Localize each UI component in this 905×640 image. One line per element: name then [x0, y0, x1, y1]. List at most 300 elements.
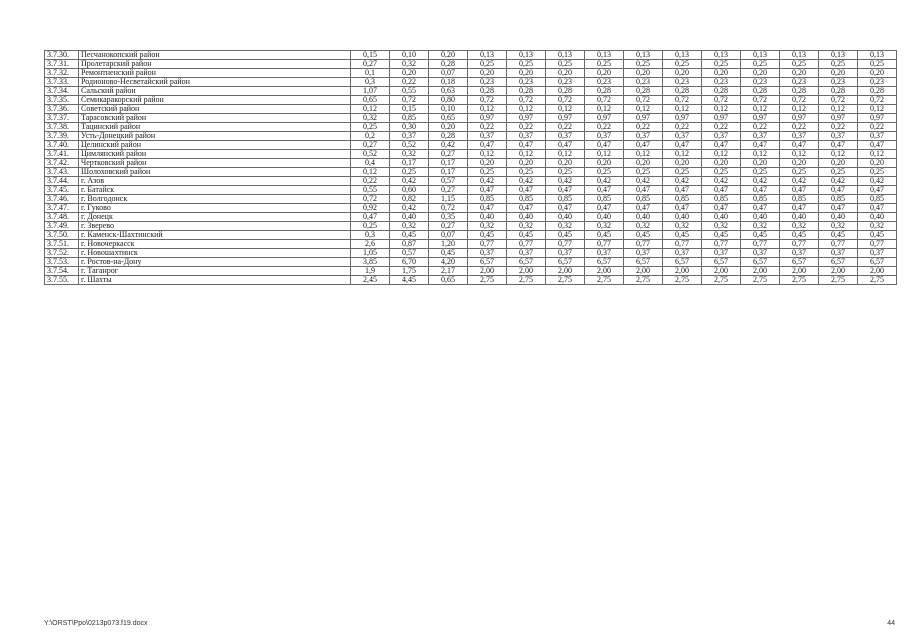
- row-value-cell: 0,77: [546, 240, 585, 249]
- row-value-cell: 0,20: [468, 159, 507, 168]
- row-value-cell: 0,85: [663, 195, 702, 204]
- row-value-cell: 0,47: [780, 204, 819, 213]
- row-value-cell: 0,55: [351, 186, 390, 195]
- footer-file-path: Y:\ORST\Ppo\0213p073.f19.docx: [44, 620, 148, 627]
- row-value-cell: 0,1: [351, 69, 390, 78]
- row-value-cell: 0,25: [858, 168, 897, 177]
- row-value-cell: 0,97: [663, 114, 702, 123]
- row-value-cell: 0,28: [546, 87, 585, 96]
- row-value-cell: 0,47: [546, 204, 585, 213]
- row-value-cell: 0,20: [663, 69, 702, 78]
- row-value-cell: 0,47: [624, 204, 663, 213]
- row-value-cell: 0,47: [507, 204, 546, 213]
- row-value-cell: 0,12: [624, 105, 663, 114]
- row-value-cell: 0,42: [468, 177, 507, 186]
- row-code: 3.7.38.: [45, 123, 79, 132]
- row-value-cell: 0,22: [351, 177, 390, 186]
- row-value-cell: 2,75: [468, 276, 507, 285]
- row-value-cell: 0,85: [780, 195, 819, 204]
- row-value-cell: 0,23: [858, 78, 897, 87]
- table-row: [45, 204, 897, 213]
- row-code: 3.7.48.: [45, 213, 79, 222]
- row-name: Пролетарский район: [79, 60, 351, 69]
- table-row: [45, 159, 897, 168]
- row-name: г. Новочеркасск: [79, 240, 351, 249]
- table-row: [45, 141, 897, 150]
- row-value-cell: 0,72: [507, 96, 546, 105]
- row-value-cell: 0,20: [663, 159, 702, 168]
- row-value-cell: 0,40: [468, 213, 507, 222]
- row-value-cell: 0,22: [624, 123, 663, 132]
- row-value-cell: 0,37: [819, 132, 858, 141]
- row-value-cell: 0,72: [546, 96, 585, 105]
- row-name: г. Азов: [79, 177, 351, 186]
- row-value-cell: 0,32: [507, 222, 546, 231]
- row-value-cell: 0,12: [624, 150, 663, 159]
- row-value-cell: 0,45: [546, 231, 585, 240]
- row-value-cell: 0,07: [429, 231, 468, 240]
- row-value-cell: 0,12: [819, 105, 858, 114]
- row-value-cell: 0,37: [741, 132, 780, 141]
- row-value-cell: 0,42: [741, 177, 780, 186]
- row-value-cell: 0,77: [702, 240, 741, 249]
- row-value-cell: 0,20: [429, 51, 468, 60]
- row-value-cell: 0,40: [624, 213, 663, 222]
- row-value-cell: 0,37: [741, 249, 780, 258]
- row-name: Тацинский район: [79, 123, 351, 132]
- row-value-cell: 0,40: [741, 213, 780, 222]
- table-row: [45, 276, 897, 285]
- row-value-cell: 0,23: [702, 78, 741, 87]
- row-value-cell: 0,28: [468, 87, 507, 96]
- row-value-cell: 6,57: [468, 258, 507, 267]
- table-row: [45, 177, 897, 186]
- row-name: г. Ростов-на-Дону: [79, 258, 351, 267]
- row-value-cell: 2,00: [663, 267, 702, 276]
- row-value-cell: 0,72: [585, 96, 624, 105]
- row-value-cell: 0,85: [624, 195, 663, 204]
- row-name: Целинский район: [79, 141, 351, 150]
- row-value-cell: 0,4: [351, 159, 390, 168]
- row-value-cell: 0,47: [819, 186, 858, 195]
- row-value-cell: 0,25: [741, 60, 780, 69]
- row-value-cell: 0,25: [546, 168, 585, 177]
- row-name: Цимлянский район: [79, 150, 351, 159]
- row-value-cell: 0,47: [585, 141, 624, 150]
- row-value-cell: 0,80: [429, 96, 468, 105]
- row-value-cell: 0,28: [663, 87, 702, 96]
- row-code: 3.7.33.: [45, 78, 79, 87]
- row-value-cell: 0,20: [507, 69, 546, 78]
- row-code: 3.7.40.: [45, 141, 79, 150]
- row-value-cell: 6,57: [507, 258, 546, 267]
- row-code: 3.7.35.: [45, 96, 79, 105]
- row-value-cell: 0,23: [468, 78, 507, 87]
- row-name: г. Донецк: [79, 213, 351, 222]
- row-value-cell: 0,72: [819, 96, 858, 105]
- row-value-cell: 6,57: [663, 258, 702, 267]
- row-value-cell: 0,85: [702, 195, 741, 204]
- row-value-cell: 0,47: [468, 186, 507, 195]
- row-value-cell: 0,72: [858, 96, 897, 105]
- row-value-cell: 0,12: [702, 150, 741, 159]
- row-value-cell: 0,72: [663, 96, 702, 105]
- row-code: 3.7.44.: [45, 177, 79, 186]
- row-value-cell: 0,18: [429, 78, 468, 87]
- row-value-cell: 2,6: [351, 240, 390, 249]
- row-code: 3.7.51.: [45, 240, 79, 249]
- row-value-cell: 1,15: [429, 195, 468, 204]
- row-value-cell: 0,82: [390, 195, 429, 204]
- row-value-cell: 0,32: [663, 222, 702, 231]
- row-value-cell: 0,47: [858, 204, 897, 213]
- row-value-cell: 3,85: [351, 258, 390, 267]
- table-row: [45, 78, 897, 87]
- row-value-cell: 0,20: [546, 69, 585, 78]
- row-value-cell: 0,12: [546, 105, 585, 114]
- table-row: [45, 87, 897, 96]
- row-value-cell: 0,20: [780, 159, 819, 168]
- row-value-cell: 0,47: [741, 204, 780, 213]
- row-value-cell: 0,20: [858, 159, 897, 168]
- row-value-cell: 0,65: [351, 96, 390, 105]
- row-value-cell: 0,13: [858, 51, 897, 60]
- row-value-cell: 0,37: [624, 132, 663, 141]
- row-code: 3.7.46.: [45, 195, 79, 204]
- row-code: 3.7.36.: [45, 105, 79, 114]
- row-value-cell: 2,75: [663, 276, 702, 285]
- row-value-cell: 0,97: [819, 114, 858, 123]
- row-value-cell: 0,42: [819, 177, 858, 186]
- row-value-cell: 0,25: [663, 60, 702, 69]
- row-value-cell: 0,85: [858, 195, 897, 204]
- row-value-cell: 0,13: [702, 51, 741, 60]
- row-value-cell: 0,15: [390, 105, 429, 114]
- row-value-cell: 0,37: [507, 249, 546, 258]
- row-value-cell: 0,42: [507, 177, 546, 186]
- row-value-cell: 0,25: [702, 168, 741, 177]
- row-value-cell: 0,72: [351, 195, 390, 204]
- row-value-cell: 0,77: [663, 240, 702, 249]
- row-value-cell: 0,97: [585, 114, 624, 123]
- row-value-cell: 0,35: [429, 213, 468, 222]
- row-value-cell: 0,40: [507, 213, 546, 222]
- row-value-cell: 0,32: [468, 222, 507, 231]
- row-value-cell: 0,25: [546, 60, 585, 69]
- row-value-cell: 0,28: [741, 87, 780, 96]
- row-code: 3.7.42.: [45, 159, 79, 168]
- row-value-cell: 0,77: [819, 240, 858, 249]
- row-value-cell: 0,72: [468, 96, 507, 105]
- row-value-cell: 0,20: [624, 159, 663, 168]
- row-value-cell: 0,42: [780, 177, 819, 186]
- row-value-cell: 0,42: [546, 177, 585, 186]
- row-value-cell: 0,25: [780, 168, 819, 177]
- row-value-cell: 0,40: [546, 213, 585, 222]
- row-name: г. Батайск: [79, 186, 351, 195]
- row-value-cell: 2,00: [741, 267, 780, 276]
- row-value-cell: 0,47: [819, 141, 858, 150]
- row-code: 3.7.45.: [45, 186, 79, 195]
- row-value-cell: 0,13: [507, 51, 546, 60]
- row-value-cell: 0,3: [351, 231, 390, 240]
- row-value-cell: 2,75: [507, 276, 546, 285]
- row-value-cell: 0,12: [585, 105, 624, 114]
- row-value-cell: 0,40: [780, 213, 819, 222]
- row-value-cell: 0,25: [741, 168, 780, 177]
- row-value-cell: 0,37: [507, 132, 546, 141]
- row-value-cell: 2,75: [858, 276, 897, 285]
- row-value-cell: 0,13: [741, 51, 780, 60]
- row-value-cell: 0,32: [858, 222, 897, 231]
- row-value-cell: 0,40: [663, 213, 702, 222]
- row-value-cell: 0,20: [624, 69, 663, 78]
- row-value-cell: 0,37: [585, 249, 624, 258]
- row-value-cell: 0,57: [390, 249, 429, 258]
- row-name: г. Новошахтинск: [79, 249, 351, 258]
- row-value-cell: 0,23: [624, 78, 663, 87]
- row-value-cell: 0,13: [546, 51, 585, 60]
- row-value-cell: 0,20: [819, 159, 858, 168]
- table-row: [45, 150, 897, 159]
- row-value-cell: 0,65: [429, 114, 468, 123]
- row-value-cell: 0,22: [780, 123, 819, 132]
- row-name: Усть-Донецкий район: [79, 132, 351, 141]
- row-value-cell: 2,00: [507, 267, 546, 276]
- row-value-cell: 0,28: [702, 87, 741, 96]
- row-value-cell: 0,17: [429, 159, 468, 168]
- row-name: Тарасовский район: [79, 114, 351, 123]
- row-value-cell: 0,45: [858, 231, 897, 240]
- row-value-cell: 0,47: [858, 186, 897, 195]
- row-value-cell: 1,05: [351, 249, 390, 258]
- row-value-cell: 0,42: [702, 177, 741, 186]
- table-row: [45, 96, 897, 105]
- row-value-cell: 0,37: [468, 249, 507, 258]
- row-value-cell: 0,15: [351, 51, 390, 60]
- row-value-cell: 0,12: [507, 105, 546, 114]
- row-value-cell: 0,25: [468, 60, 507, 69]
- row-value-cell: 0,37: [780, 249, 819, 258]
- row-value-cell: 0,72: [780, 96, 819, 105]
- row-code: 3.7.47.: [45, 204, 79, 213]
- table-row: [45, 213, 897, 222]
- table-row: [45, 60, 897, 69]
- row-value-cell: 0,23: [507, 78, 546, 87]
- row-value-cell: 0,12: [663, 150, 702, 159]
- row-value-cell: 2,75: [819, 276, 858, 285]
- row-value-cell: 0,32: [624, 222, 663, 231]
- row-value-cell: 4,45: [390, 276, 429, 285]
- row-value-cell: 0,77: [468, 240, 507, 249]
- row-value-cell: 0,85: [741, 195, 780, 204]
- row-value-cell: 0,30: [390, 123, 429, 132]
- row-value-cell: 0,47: [585, 204, 624, 213]
- row-value-cell: 0,13: [585, 51, 624, 60]
- table-row: [45, 114, 897, 123]
- table-body: [45, 51, 897, 285]
- row-value-cell: 0,12: [351, 105, 390, 114]
- page-number: 44: [887, 620, 895, 627]
- row-value-cell: 0,25: [351, 123, 390, 132]
- row-value-cell: 0,12: [858, 150, 897, 159]
- row-value-cell: 0,25: [702, 60, 741, 69]
- row-value-cell: 2,75: [546, 276, 585, 285]
- row-value-cell: 0,22: [390, 78, 429, 87]
- row-value-cell: 1,75: [390, 267, 429, 276]
- row-value-cell: 0,45: [741, 231, 780, 240]
- row-value-cell: 0,22: [819, 123, 858, 132]
- row-value-cell: 6,57: [546, 258, 585, 267]
- row-value-cell: 0,37: [780, 132, 819, 141]
- row-value-cell: 0,37: [858, 132, 897, 141]
- row-value-cell: 0,32: [585, 222, 624, 231]
- row-value-cell: 1,9: [351, 267, 390, 276]
- row-value-cell: 0,25: [585, 60, 624, 69]
- row-value-cell: 2,00: [702, 267, 741, 276]
- row-value-cell: 0,72: [741, 96, 780, 105]
- row-value-cell: 0,32: [390, 150, 429, 159]
- row-value-cell: 0,87: [390, 240, 429, 249]
- row-value-cell: 0,45: [624, 231, 663, 240]
- row-value-cell: 6,70: [390, 258, 429, 267]
- table-row: [45, 195, 897, 204]
- row-value-cell: 0,25: [819, 60, 858, 69]
- row-value-cell: 6,57: [624, 258, 663, 267]
- row-value-cell: 0,32: [390, 222, 429, 231]
- row-value-cell: 0,60: [390, 186, 429, 195]
- row-value-cell: 0,37: [858, 249, 897, 258]
- row-value-cell: 0,77: [624, 240, 663, 249]
- row-value-cell: 0,28: [624, 87, 663, 96]
- row-value-cell: 0,45: [780, 231, 819, 240]
- row-value-cell: 0,27: [429, 150, 468, 159]
- row-code: 3.7.41.: [45, 150, 79, 159]
- row-value-cell: 0,40: [858, 213, 897, 222]
- row-value-cell: 2,00: [780, 267, 819, 276]
- row-name: Ремонтненский район: [79, 69, 351, 78]
- row-value-cell: 0,12: [858, 105, 897, 114]
- row-value-cell: 0,28: [858, 87, 897, 96]
- row-value-cell: 0,23: [819, 78, 858, 87]
- row-value-cell: 2,00: [819, 267, 858, 276]
- row-value-cell: 0,37: [663, 249, 702, 258]
- row-value-cell: 0,13: [819, 51, 858, 60]
- table-row: [45, 222, 897, 231]
- row-value-cell: 2,00: [546, 267, 585, 276]
- row-value-cell: 0,27: [429, 222, 468, 231]
- row-code: 3.7.49.: [45, 222, 79, 231]
- row-value-cell: 0,85: [468, 195, 507, 204]
- row-value-cell: 0,37: [663, 132, 702, 141]
- row-value-cell: 0,13: [624, 51, 663, 60]
- row-value-cell: 2,00: [624, 267, 663, 276]
- row-value-cell: 0,13: [780, 51, 819, 60]
- table-row: [45, 168, 897, 177]
- row-value-cell: 0,47: [468, 204, 507, 213]
- row-value-cell: 0,37: [390, 132, 429, 141]
- table-row: [45, 69, 897, 78]
- row-value-cell: 0,20: [429, 123, 468, 132]
- row-value-cell: 0,3: [351, 78, 390, 87]
- row-value-cell: 0,97: [624, 114, 663, 123]
- row-code: 3.7.32.: [45, 69, 79, 78]
- row-value-cell: 0,20: [546, 159, 585, 168]
- row-value-cell: 2,45: [351, 276, 390, 285]
- table-row: [45, 240, 897, 249]
- row-value-cell: 0,25: [390, 168, 429, 177]
- row-value-cell: 0,45: [507, 231, 546, 240]
- row-value-cell: 0,77: [585, 240, 624, 249]
- row-name: г. Шахты: [79, 276, 351, 285]
- row-value-cell: 0,12: [546, 150, 585, 159]
- row-value-cell: 0,22: [585, 123, 624, 132]
- row-value-cell: 0,22: [546, 123, 585, 132]
- row-value-cell: 0,37: [819, 249, 858, 258]
- row-name: Сальский район: [79, 87, 351, 96]
- row-value-cell: 0,20: [819, 69, 858, 78]
- row-value-cell: 0,27: [429, 186, 468, 195]
- row-name: г. Таганрог: [79, 267, 351, 276]
- row-value-cell: 0,10: [429, 105, 468, 114]
- row-value-cell: 0,37: [585, 132, 624, 141]
- row-value-cell: 0,12: [780, 150, 819, 159]
- row-name: г. Зверево: [79, 222, 351, 231]
- row-value-cell: 0,20: [858, 69, 897, 78]
- row-value-cell: 0,25: [507, 60, 546, 69]
- row-value-cell: 2,17: [429, 267, 468, 276]
- row-value-cell: 0,28: [429, 60, 468, 69]
- row-value-cell: 0,65: [429, 276, 468, 285]
- row-value-cell: 0,25: [858, 60, 897, 69]
- table-row: [45, 51, 897, 60]
- row-value-cell: 0,12: [780, 105, 819, 114]
- row-value-cell: 4,20: [429, 258, 468, 267]
- row-value-cell: 0,45: [468, 231, 507, 240]
- row-value-cell: 0,20: [390, 69, 429, 78]
- row-value-cell: 0,23: [585, 78, 624, 87]
- row-value-cell: 0,23: [780, 78, 819, 87]
- row-value-cell: 0,32: [819, 222, 858, 231]
- row-value-cell: 0,42: [858, 177, 897, 186]
- row-code: 3.7.37.: [45, 114, 79, 123]
- row-value-cell: 0,47: [546, 186, 585, 195]
- table-row: [45, 123, 897, 132]
- row-value-cell: 0,25: [585, 168, 624, 177]
- row-value-cell: 2,00: [468, 267, 507, 276]
- row-value-cell: 0,47: [702, 204, 741, 213]
- row-code: 3.7.30.: [45, 51, 79, 60]
- row-value-cell: 0,13: [468, 51, 507, 60]
- row-value-cell: 0,97: [741, 114, 780, 123]
- table-row: [45, 231, 897, 240]
- row-value-cell: 6,57: [819, 258, 858, 267]
- table-row: [45, 258, 897, 267]
- row-value-cell: 0,32: [351, 114, 390, 123]
- row-value-cell: 0,25: [780, 60, 819, 69]
- row-value-cell: 0,32: [741, 222, 780, 231]
- row-value-cell: 0,42: [663, 177, 702, 186]
- row-value-cell: 0,45: [429, 249, 468, 258]
- row-value-cell: 0,07: [429, 69, 468, 78]
- row-value-cell: 0,47: [507, 141, 546, 150]
- row-value-cell: 0,47: [507, 186, 546, 195]
- row-value-cell: 0,47: [858, 141, 897, 150]
- row-value-cell: 0,47: [663, 141, 702, 150]
- row-value-cell: 0,72: [624, 96, 663, 105]
- row-value-cell: 0,47: [663, 186, 702, 195]
- row-value-cell: 0,20: [585, 69, 624, 78]
